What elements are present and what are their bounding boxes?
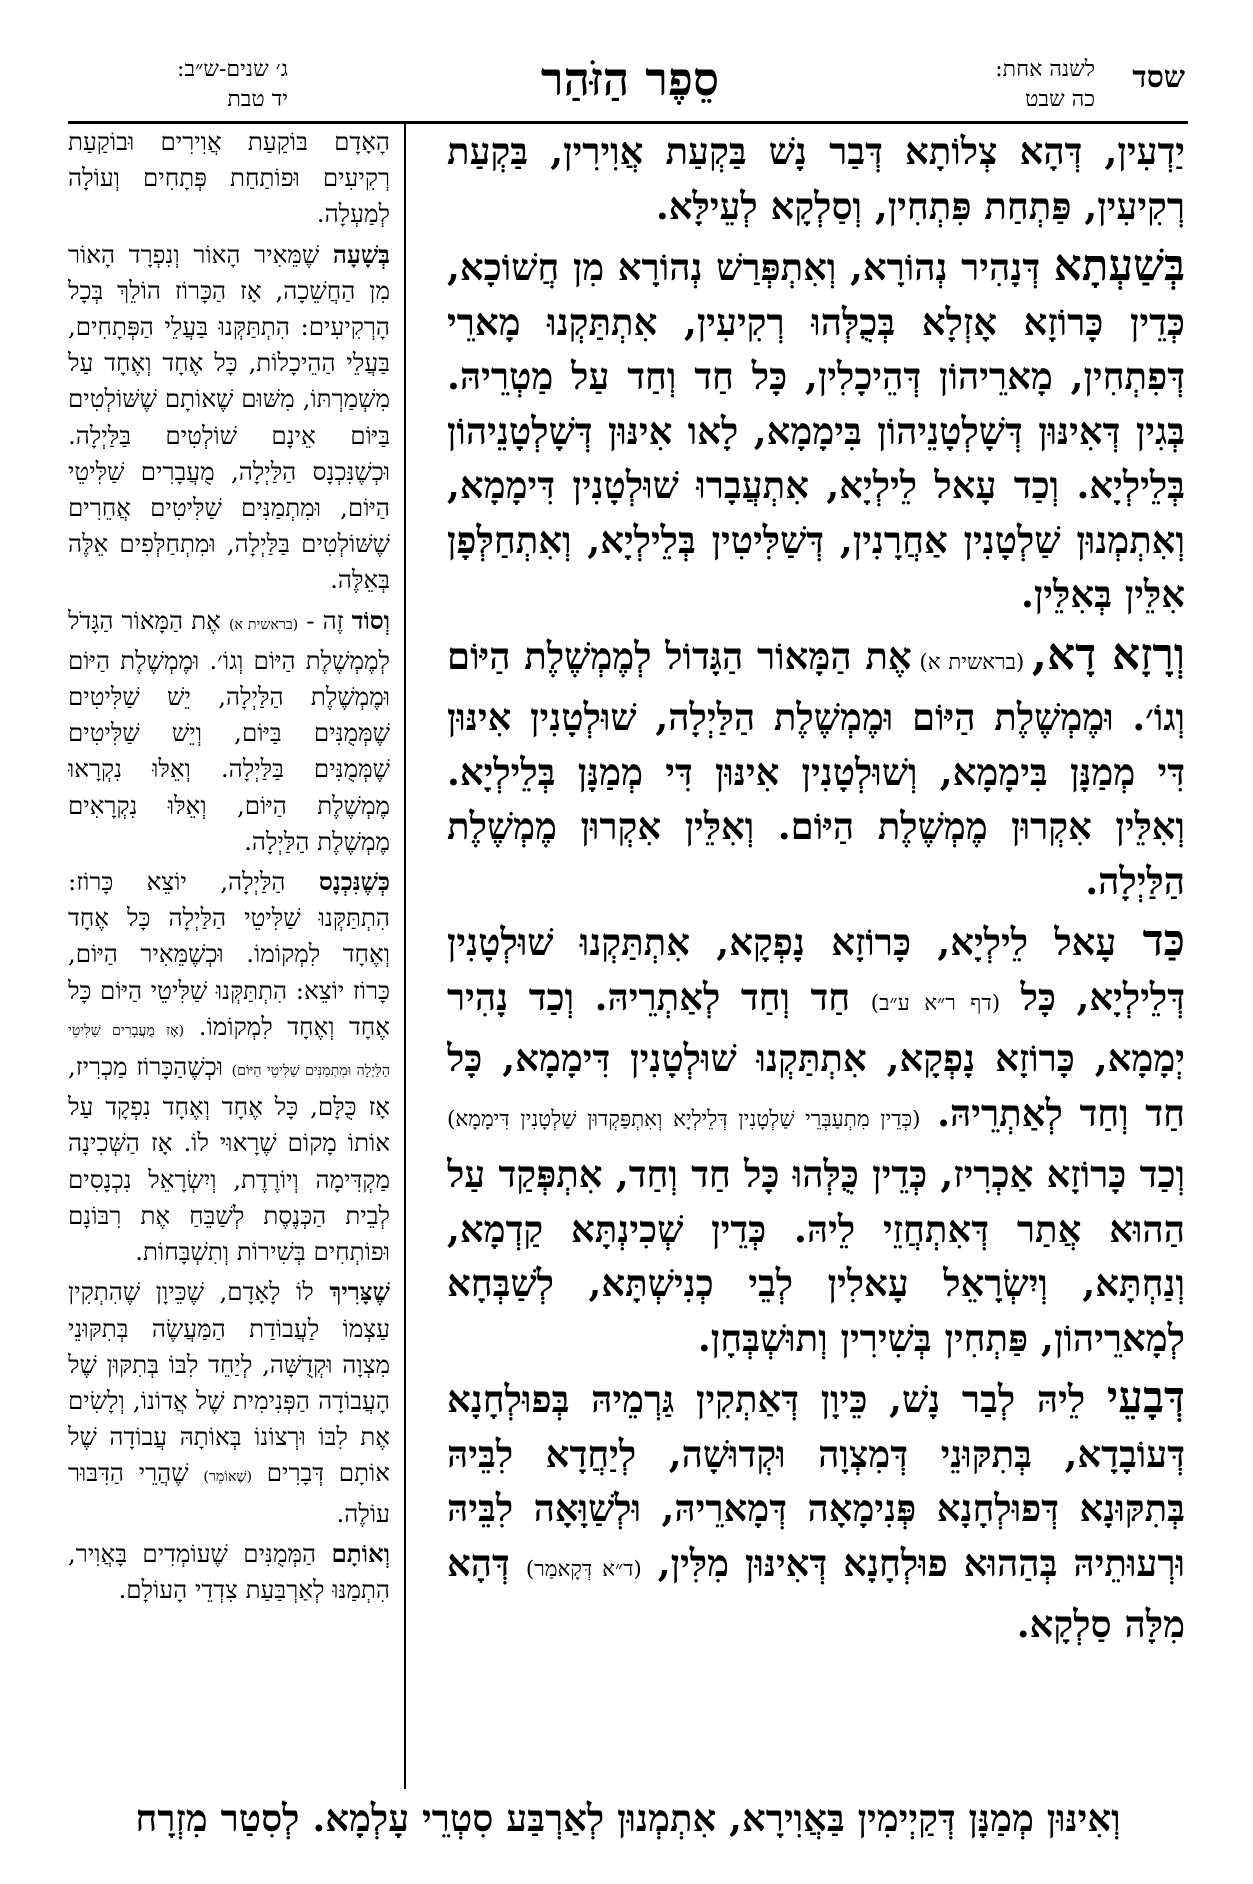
main-paragraph-4: כַּד עָאל לֵילְיָא, כָּרוֹזָא נָפְקָא, אִתְתַּקְנוּ שׁוּלְטָנִין דְּלֵילְיָא, כָּל (דף ר״א ע״ב) חַד וְחַד לְאַתְרֵיהּ. וְכַד נָהִיר יְמָמָא, כָּרוֹזָא נָפְקָא, אִתְתַּקְנוּ שׁוּלְטָנִין דִּימָמָא, כָּל חַד וְחַד לְאַתְרֵיהּ. (כְּדֵין מִתְעַבְּרֵי שַׁלְטָנִין דְּלֵילְיָא וְאִתְפַּקְדוּן שַׁלְטָנִין דִּימָמָא) וְכַד כָּרוֹזָא אַכְרִיז, כְּדֵין כֻּלְּהוּ כָּל חַד וְחַד, אִתְפְּקַד עַל הַהוּא אֲתַר דְּאִתְחֲזֵי לֵיהּ. כְּדֵין שְׁכִינְתָּא קַדְמָא, וְנַחְתָּא, וְיִשְׂרָאֵל עָאלִין לְבֵי כְנִישְׁתָּא, לְשַׁבְּחָא לְמָארֵיהוֹן, פַּתְחִין בְּשִׁירִין וְתוּשְׁבְּחָן. [447, 915, 1185, 1360]
translation-column [68, 124, 390, 1789]
column-divider [404, 124, 406, 1789]
variant-note: (אָז מֻעֲבָרִים שַׁלִּיטֵי הַלַּיְלָה וּמִתְמַנִּים שַׁלִּיטֵי הַיּוֹם) [68, 1022, 390, 1080]
side-paragraph-1: הָאָדָם בּוֹקַעַת אֲוִירִים וּבוֹקַעַת רְקִיעִים וּפוֹתַחַת פְּתָחִים וְעוֹלָה לְמַעְלָה. [68, 127, 390, 229]
folio-reference: (דף ר״א ע״ב) [870, 990, 1001, 1016]
source-reference: (בראשית א) [228, 616, 299, 633]
page-continuation-line: וְאִינּוּן מְמַנָּן דְּקַיְימִין בַּאֲוִירָא, אִתְמְנוּן לְאַרְבַּע סִטְרֵי עָלְמָא. לְסִטַר מִזְרָח [135, 1796, 1121, 1840]
variant-note: (כְּדֵין מִתְעַבְּרֵי שַׁלְטָנִין דְּלֵילְיָא וְאִתְפַּקְדוּן שַׁלְטָנִין דִּימָמָא) [447, 1106, 921, 1132]
side-paragraph-5-lead: שֶׁצָּרִיךְ [329, 1277, 390, 1307]
header-study-schedule-left [68, 55, 288, 120]
main-paragraph-2: בְּשַׁעְתָא דְּנָהִיר נְהוֹרָא, וְאִתְפְּרַשׁ נְהוֹרָא מִן חֲשׁוֹכָא, כְּדֵין כָּרוֹזָא אָזְלָא בְּכֻלְּהוּ רְקִיעִין, אִתְתַּקְנוּ מָארֵי דְּפִתְחִין, מָארֵיהוֹן דְּהֵיכָלִין, כָּל חַד וְחַד עַל מַטְרֵיהּ. בְּגִין דְּאִינּוּן דְּשָׁלְטָנֵיהוֹן בִּימָמָא, לָאו אִינּוּן דְּשָׁלְטָנֵיהוֹן בְּלֵילְיָא. וְכַד עָאל לֵילְיָא, אִתְעֲבָרוּ שׁוּלְטָנִין דִּימָמָא, וְאִתְמְנוּן שַׁלְטָנִין אַחֲרָנִין, דְּשַׁלִּיטִין בְּלֵילְיָא, וְאִתְחַלְּפָן אִלֵּין בְּאִלֵּין. [447, 240, 1185, 616]
main-paragraph-5-lead: דְּבָעֵי [1106, 1372, 1185, 1423]
variant-note: (שֶׁאוֹמֵר) [203, 1469, 253, 1486]
side-paragraph-3: וְסוֹד זֶה - (בראשית א) אֶת הַמָּאוֹר הַגָּדֹל לְמֶמְשֶׁלֶת הַיּוֹם וְגוֹ׳. וּמֶמְשֶׁלֶת הַיּוֹם וּמֶמְשֶׁלֶת הַלַּיְלָה, יֵשׁ שַׁלִּיטִים שֶׁמְּמֻנִּים בַּיּוֹם, וְיֵשׁ שַׁלִּיטִים שֶׁמְּמֻנִּים בַּלַּיְלָה. וְאֵלּוּ נִקְרָאוּ מֶמְשֶׁלֶת הַיּוֹם, וְאֵלּוּ נִקְרָאִים מֶמְשֶׁלֶת הַלַּיְלָה. [68, 605, 390, 856]
header-right-line2: כה שבט [1025, 87, 1095, 112]
main-paragraph-3: וְרָזָא דָא, (בראשית א) אֶת הַמָּאוֹר הַגָּדוֹל לְמֶמְשֶׁלֶת הַיּוֹם וְגוֹ׳. וּמֶמְשֶׁלֶת הַיּוֹם וּמֶמְשֶׁלֶת הַלַּיְלָה, שׁוּלְטָנִין אִינּוּן דִּי מְמַנָּן בִּימָמָא, וְשׁוּלְטָנִין אִינּוּן דִּי מְמַנָּן בְּלֵילְיָא. וְאִלֵּין אִקְרוּן מֶמְשֶׁלֶת הַיּוֹם. וְאִלֵּין אִקְרוּן מֶמְשֶׁלֶת הַלַּיְלָה. [447, 628, 1185, 903]
side-paragraph-5: שֶׁצָּרִיךְ לוֹ לָאָדָם, שֶׁכֵּיוָן שֶׁהִתְקִין עַצְמוֹ לַעֲבוֹדַת הַמַּעֲשֶׂה בְּתִקּוּנֵי מִצְוָה וּקְדֻשָּׁה, לְיַחֵד לִבּוֹ בְּתִקּוּן שֶׁל הָעֲבוֹדָה הַפְּנִימִית שֶׁל אֲדוֹנוֹ, וְלָשִׂים אֶת לִבּוֹ וּרְצוֹנוֹ בְּאוֹתָהּ עֲבוֹדָה שֶׁל אוֹתָם דְּבָרִים (שֶׁאוֹמֵר) שֶׁהֲרֵי הַדִּבּוּר עוֹלֶה. [68, 1277, 390, 1528]
header-left-line1: ג׳ שנים-ש״ב: [177, 57, 288, 82]
main-paragraph-5: דְּבָעֵי לֵיהּ לְבַר נָשׁ, כֵּיוָן דְּאַתְקִין גַּרְמֵיהּ בְּפוּלְחָנָא דְּעוֹבָדָא, בְּתִקּוּנֵי דְּמִצְוָה וּקְדוּשָׁה, לְיַחֲדָא לִבֵּיהּ בְּתִקּוּנָא דְּפוּלְחָנָא פְּנִימָאָה דְּמָארֵיהּ, וּלְשַׁוָּאָה לִבֵּיהּ וּרְעוּתֵיהּ בְּהַהוּא פוּלְחָנָא דְּאִינּוּן מִלִּין, (ד״א דְּקָאמַר) דְּהָא מִלָּה סַלְקָא. [447, 1372, 1185, 1646]
side-paragraph-3-lead: וְסוֹד [351, 605, 390, 635]
side-paragraph-2: בְּשָׁעָה שֶׁמֵּאִיר הָאוֹר וְנִפְרָד הָאוֹר מִן הַחֲשֵׁכָה, אָז הַכָּרוֹז הוֹלֵךְ בְּכָל הָרְקִיעִים: הִתְתַּקְּנוּ בַּעֲלֵי הַפְּתָחִים, בַּעֲלֵי הַהֵיכָלוֹת, כָּל אֶחָד וְאֶחָד עַל מִשְׁמַרְתּוֹ, מִשּׁוּם שֶׁאוֹתָם שֶׁשּׁוֹלְטִים בַּיּוֹם אֵינָם שׁוֹלְטִים בַּלַּיְלָה. וּכְשֶׁנִּכְנָס הַלַּיְלָה, מֻעֲבָרִים שַׁלִּיטֵי הַיּוֹם, וּמִתְמַנִּים שַׁלִּיטִים אֲחֵרִים שֶׁשּׁוֹלְטִים בַּלַּיְלָה, וּמִתְחַלְּפִים אֵלֶּה בְּאֵלֶּה. [68, 239, 390, 595]
header-study-schedule-right [945, 55, 1095, 120]
main-paragraph-2-lead: בְּשַׁעְתָא [1053, 240, 1185, 291]
main-text-column [447, 124, 1185, 1789]
side-paragraph-4: כְּשֶׁנִּכְנָס הַלַּיְלָה, יוֹצֵא כָּרוֹז: הִתְתַּקְּנוּ שַׁלִּיטֵי הַלַּיְלָה כָּל אֶחָד וְאֶחָד לִמְקוֹמוֹ. וּכְשֶׁמֵּאִיר הַיּוֹם, כָּרוֹז יוֹצֵא: הִתְתַּקְּנוּ שַׁלִּיטֵי הַיּוֹם כָּל אֶחָד וְאֶחָד לִמְקוֹמוֹ. (אָז מֻעֲבָרִים שַׁלִּיטֵי הַלַּיְלָה וּמִתְמַנִּים שַׁלִּיטֵי הַיּוֹם) וּכְשֶׁהַכָּרוֹז מַכְרִיז, אָז כֻּלָּם, כָּל אֶחָד וְאֶחָד נִפְקָד עַל אוֹתוֹ מָקוֹם שֶׁרָאוּי לוֹ. אָז הַשְּׁכִינָה מַקְדִּימָה וְיוֹרֶדֶת, וְיִשְׂרָאֵל נִכְנָסִים לְבֵית הַכְּנֶסֶת לְשַׁבֵּחַ אֶת רִבּוֹנָם וּפוֹתְחִים בְּשִׁירוֹת וְתִשְׁבָּחוֹת. [68, 867, 390, 1267]
source-reference: (בראשית א) [911, 649, 1032, 675]
variant-note: (ד״א דְּקָאמַר) [525, 1556, 642, 1582]
main-paragraph-4-lead: כַּד [1142, 915, 1185, 966]
side-paragraph-2-lead: בְּשָׁעָה [332, 239, 390, 269]
main-paragraph-3-lead: וְרָזָא דָא, [1031, 628, 1185, 680]
side-paragraph-6-lead: וְאוֹתָם [331, 1538, 390, 1568]
header-right-line1: לשנה אחת: [995, 57, 1095, 82]
header-left-line2: יד טבת [227, 87, 288, 112]
page-number: שסד [1132, 60, 1185, 95]
book-title: סֵפֶר הַזֹּהַר [540, 52, 720, 106]
main-paragraph-1: יַדְעִין, דְּהָא צְלוֹתָא דְּבַר נָשׁ בַּקְעַת אֲוִירִין, בַּקְעַת רְקִיעִין, פַּתְחַת פִּתְחִין, וְסַלְקָא לְעֵילָּא. [447, 129, 1185, 228]
side-paragraph-4-lead: כְּשֶׁנִּכְנָס [318, 867, 390, 897]
side-paragraph-6: וְאוֹתָם הַמְּמֻנִּים שֶׁעוֹמְדִים בָּאֲוִיר, הִתְמַנּוּ לְאַרְבַּעַת צִדְדֵי הָעוֹלָם. [68, 1538, 390, 1604]
